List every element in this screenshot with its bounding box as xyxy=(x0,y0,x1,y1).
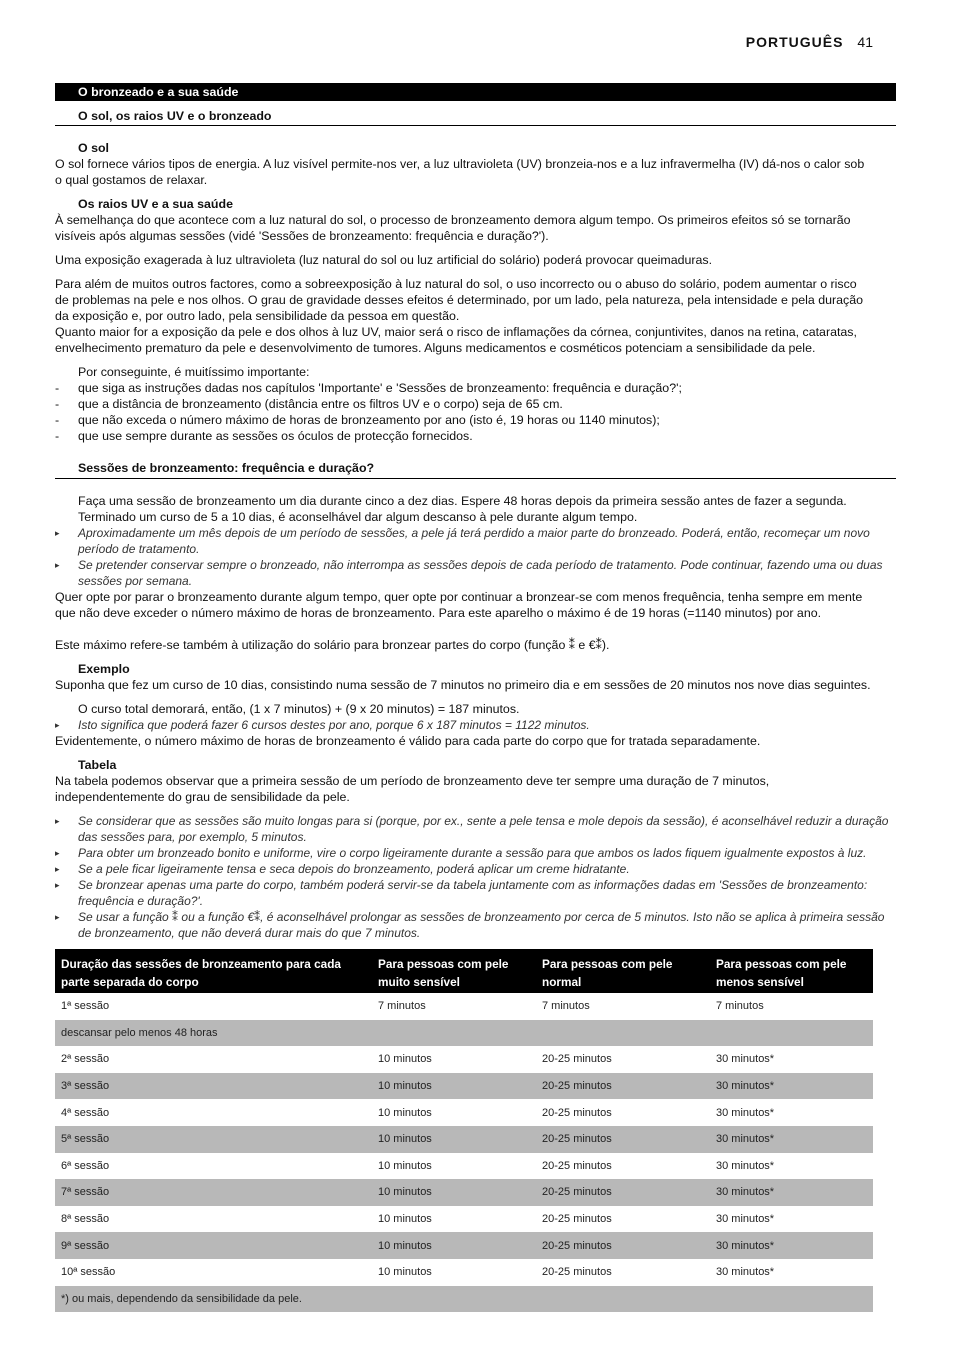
paragraph-uv-1: À semelhança do que acontece com a luz natural do sol, o processo de bronzeamento demora algum tempo. Os primeiros efeitos só se tornarão visíveis após algumas sessões (vidé 'Sessões de bronzeamento: frequência e duração?'). xyxy=(55,213,851,243)
table-cell: 4ª sessão xyxy=(61,1106,110,1119)
table-cell: descansar pelo menos 48 horas xyxy=(55,1020,372,1047)
dash-bullet: - xyxy=(55,413,60,427)
triangle-bullet-icon: ▸ xyxy=(55,912,60,922)
paragraph-sol: O sol fornece vários tipos de energia. A luz visível permite-nos ver, a luz ultravioleta (UV) bronzeia-nos e a luz infravermelha (IV) dá-nos o calor sob o qual gostamos de relaxar. xyxy=(55,157,865,187)
table-cell: 30 minutos* xyxy=(716,1213,775,1226)
table-footnote: *) ou mais, dependendo da sensibilidade da pele. xyxy=(55,1286,873,1313)
table-row xyxy=(55,1099,873,1126)
table-cell: 5ª sessão xyxy=(55,1126,372,1153)
important-intro: Por conseguinte, é muitíssimo importante: xyxy=(78,365,310,379)
heading-uv: Os raios UV e a sua saúde xyxy=(78,197,233,211)
paragraph-example-2: O curso total demorará, então, (1 x 7 minutos) + (9 x 20 minutos) = 187 minutos. xyxy=(78,702,520,716)
table-cell: 30 minutos* xyxy=(710,1126,873,1153)
table-row xyxy=(55,1259,873,1286)
triangle-bullet-icon: ▸ xyxy=(55,816,60,826)
heading-table: Tabela xyxy=(78,758,117,772)
table-cell: 10 minutos xyxy=(378,1106,432,1119)
table-cell: 10 minutos xyxy=(378,1159,432,1172)
table-cell: 30 minutos* xyxy=(710,1179,873,1206)
tip-item xyxy=(55,813,896,845)
tip-item xyxy=(55,525,896,557)
table-cell: 3ª sessão xyxy=(55,1073,372,1100)
tip-item xyxy=(55,877,896,909)
table-cell: 7 minutos xyxy=(542,1000,590,1013)
tip-text: Se bronzear apenas uma parte do corpo, também poderá servir-se da tabela juntamente com as informações dadas em 'Sessões de bronzeamento: frequência e duração?'. xyxy=(78,878,868,908)
table-row xyxy=(55,1073,873,1100)
table-cell: 10 minutos xyxy=(378,1266,432,1279)
heading-sol: O sol xyxy=(78,141,109,155)
triangle-bullet-icon: ▸ xyxy=(55,528,60,538)
paragraph-uv-4: Quanto maior for a exposição da pele e dos olhos à luz UV, maior será o risco de inflamações da córnea, conjuntivites, danos na retina, cataratas, envelhecimento prematuro da pele e desenvolvimento de tumores. Alguns medicamentos e cosméticos potenciam a sensibilidade da pele. xyxy=(55,325,857,355)
section-bar: O bronzeado e a sua saúde xyxy=(55,83,896,101)
list-item xyxy=(55,412,896,428)
paragraph-sessions-3: Este máximo refere-se também à utilização do solário para bronzear partes do corpo (função ⁑ e €⁑). xyxy=(55,638,610,652)
table-cell: 20-25 minutos xyxy=(536,1126,710,1153)
table-cell: 10 minutos xyxy=(372,1232,536,1259)
table-cell: 20-25 minutos xyxy=(536,1232,710,1259)
table-row xyxy=(55,1232,873,1259)
table-cell: 30 minutos* xyxy=(710,1073,873,1100)
tip-text: Se pretender conservar sempre o bronzeado, não interrompa as sessões depois de cada período de tratamento. Pode continuar, fazendo uma ou duas sessões por semana. xyxy=(78,558,883,588)
table-cell: 9ª sessão xyxy=(55,1232,372,1259)
table-cell: 20-25 minutos xyxy=(542,1213,612,1226)
table-cell: 10 minutos xyxy=(378,1213,432,1226)
paragraph-example-3: Evidentemente, o número máximo de horas de bronzeamento é válido para cada parte do corpo que for tratada separadamente. xyxy=(55,734,761,748)
table-row xyxy=(55,1153,873,1180)
dash-bullet: - xyxy=(55,429,60,443)
tip-text: Se a pele ficar ligeiramente tensa e seca depois do bronzeamento, poderá aplicar um creme hidratante. xyxy=(78,862,630,876)
table-cell: 7 minutos xyxy=(716,1000,764,1013)
tip-text: Se considerar que as sessões são muito longas para si (porque, por ex., sente a pele tensa e mole depois da sessão), é aconselhável reduzir a duração das sessões para, por exemplo, 5 minutos. xyxy=(78,814,889,844)
paragraph-example-1: Suponha que fez um curso de 10 dias, consistindo numa sessão de 7 minutos no primeiro dia e em sessões de 20 minutos nos nove dias seguintes. xyxy=(55,678,871,692)
table-header-cell: Duração das sessões de bronzeamento para cada parte separada do corpo xyxy=(55,949,372,993)
triangle-bullet-icon: ▸ xyxy=(55,720,60,730)
table-cell: 7ª sessão xyxy=(55,1179,372,1206)
table-cell: 30 minutos* xyxy=(716,1106,775,1119)
tip-item xyxy=(55,909,896,941)
tip-item xyxy=(55,845,896,861)
table-cell: 20-25 minutos xyxy=(542,1106,612,1119)
table-cell: 7 minutos xyxy=(378,1000,426,1013)
table-row xyxy=(55,1020,873,1047)
table-header-cell: Para pessoas com pele menos sensível xyxy=(710,949,873,993)
table-cell: 10 minutos xyxy=(372,1073,536,1100)
table-cell: 10 minutos xyxy=(372,1179,536,1206)
page-number: 41 xyxy=(857,34,873,50)
table-footnote-row xyxy=(55,1286,873,1313)
tip-text: Aproximadamente um mês depois de um período de sessões, a pele já terá perdido a maior parte do bronzeado. Poderá, então, recomeçar um novo período de tratamento. xyxy=(78,526,870,556)
list-item xyxy=(55,380,896,396)
table-cell: 10 minutos xyxy=(378,1053,432,1066)
section-title-sun: O sol, os raios UV e o bronzeado xyxy=(55,108,896,126)
table-cell: 20-25 minutos xyxy=(542,1266,612,1279)
paragraph-uv-3: Para além de muitos outros factores, como a sobreexposição à luz natural do sol, o uso incorrecto ou o abuso do solário, podem aumentar o risco de problemas na pele e nos olhos. O grau de gravidade desses efeitos é determinado, por um lado, pela natureza, pela intensidade e pela duração da exposição e, por outro lado, pela sensibilidade da pessoa em questão. xyxy=(55,277,863,323)
table-cell: 6ª sessão xyxy=(61,1159,110,1172)
triangle-bullet-icon: ▸ xyxy=(55,560,60,570)
heading-example: Exemplo xyxy=(78,662,130,676)
table-cell: 30 minutos* xyxy=(716,1266,775,1279)
table-header-cell: Para pessoas com pele muito sensível xyxy=(372,949,536,993)
table-header-row xyxy=(55,949,873,993)
table-header-cell: Para pessoas com pele normal xyxy=(536,949,710,993)
table-cell: 10ª sessão xyxy=(61,1266,116,1279)
table-cell: 20-25 minutos xyxy=(542,1159,612,1172)
list-item-text: que use sempre durante as sessões os óculos de protecção fornecidos. xyxy=(78,429,473,443)
triangle-bullet-icon: ▸ xyxy=(55,848,60,858)
tip-text: Isto significa que poderá fazer 6 cursos destes por ano, porque 6 x 187 minutos = 1122 minutos. xyxy=(78,718,590,732)
table-cell: 30 minutos* xyxy=(716,1159,775,1172)
tip-item xyxy=(55,717,896,733)
paragraph-uv-2: Uma exposição exagerada à luz ultravioleta (luz natural do sol ou luz artificial do solário) poderá provocar queimaduras. xyxy=(55,253,713,267)
table-cell: 30 minutos* xyxy=(716,1053,775,1066)
table-cell xyxy=(372,1020,536,1047)
table-cell: 1ª sessão xyxy=(61,1000,110,1013)
dash-bullet: - xyxy=(55,381,60,395)
table-cell xyxy=(710,1020,873,1047)
list-item xyxy=(55,428,896,444)
table-row xyxy=(55,1046,873,1073)
tip-text: Se usar a função ⁑ ou a função €⁑, é aconselhável prolongar as sessões de bronzeamento por cerca de 5 minutos. Isto não se aplica à primeira sessão de bronzeamento, que não deverá durar mais do que 7 minutos. xyxy=(78,910,885,940)
table-cell: 20-25 minutos xyxy=(536,1179,710,1206)
tanning-table xyxy=(55,949,873,1312)
table-row xyxy=(55,993,873,1020)
list-item-text: que siga as instruções dadas nos capítulos 'Importante' e 'Sessões de bronzeamento: frequência e duração?'; xyxy=(78,381,682,395)
table-row xyxy=(55,1126,873,1153)
list-item-text: que a distância de bronzeamento (distância entre os filtros UV e o corpo) seja de 65 cm. xyxy=(78,397,563,411)
list-item xyxy=(55,396,896,412)
table-cell: 30 minutos* xyxy=(710,1232,873,1259)
table-cell xyxy=(536,1020,710,1047)
list-item-text: que não exceda o número máximo de horas de bronzeamento por ano (isto é, 19 horas ou 1140 minutos); xyxy=(78,413,660,427)
table-row xyxy=(55,1206,873,1233)
tip-text: Para obter um bronzeado bonito e uniforme, vire o corpo ligeiramente durante a sessão para que ambos os lados fiquem igualmente expostos à luz. xyxy=(78,846,867,860)
paragraph-table: Na tabela podemos observar que a primeira sessão de um período de bronzeamento deve ter sempre uma duração de 7 minutos, independentemente do grau de sensibilidade da pele. xyxy=(55,774,770,804)
table-cell: 8ª sessão xyxy=(61,1213,110,1226)
page-header xyxy=(746,34,873,50)
dash-bullet: - xyxy=(55,397,60,411)
table-cell: 2ª sessão xyxy=(61,1053,110,1066)
table-row xyxy=(55,1179,873,1206)
paragraph-sessions-2: Quer opte por parar o bronzeamento durante algum tempo, quer opte por continuar a bronzear-se com menos frequência, tenha sempre em mente que não deve exceder o número máximo de horas de bronzeamento. Para este aparelho o máximo é de 19 horas (=1140 minutos) por ano. xyxy=(55,590,863,620)
language-label: PORTUGUÊS xyxy=(745,34,844,50)
table-cell: 20-25 minutos xyxy=(542,1053,612,1066)
section-title-sessions: Sessões de bronzeamento: frequência e duração? xyxy=(55,460,896,479)
table-cell: 10 minutos xyxy=(372,1126,536,1153)
triangle-bullet-icon: ▸ xyxy=(55,880,60,890)
tip-item xyxy=(55,557,896,589)
tip-item xyxy=(55,861,896,877)
paragraph-sessions-1: Faça uma sessão de bronzeamento um dia durante cinco a dez dias. Espere 48 horas depois da primeira sessão antes de fazer a segunda. Terminado um curso de 5 a 10 dias, é aconselhável dar algum descanso à pele durante algum tempo. xyxy=(78,494,847,524)
triangle-bullet-icon: ▸ xyxy=(55,864,60,874)
table-cell: 20-25 minutos xyxy=(536,1073,710,1100)
